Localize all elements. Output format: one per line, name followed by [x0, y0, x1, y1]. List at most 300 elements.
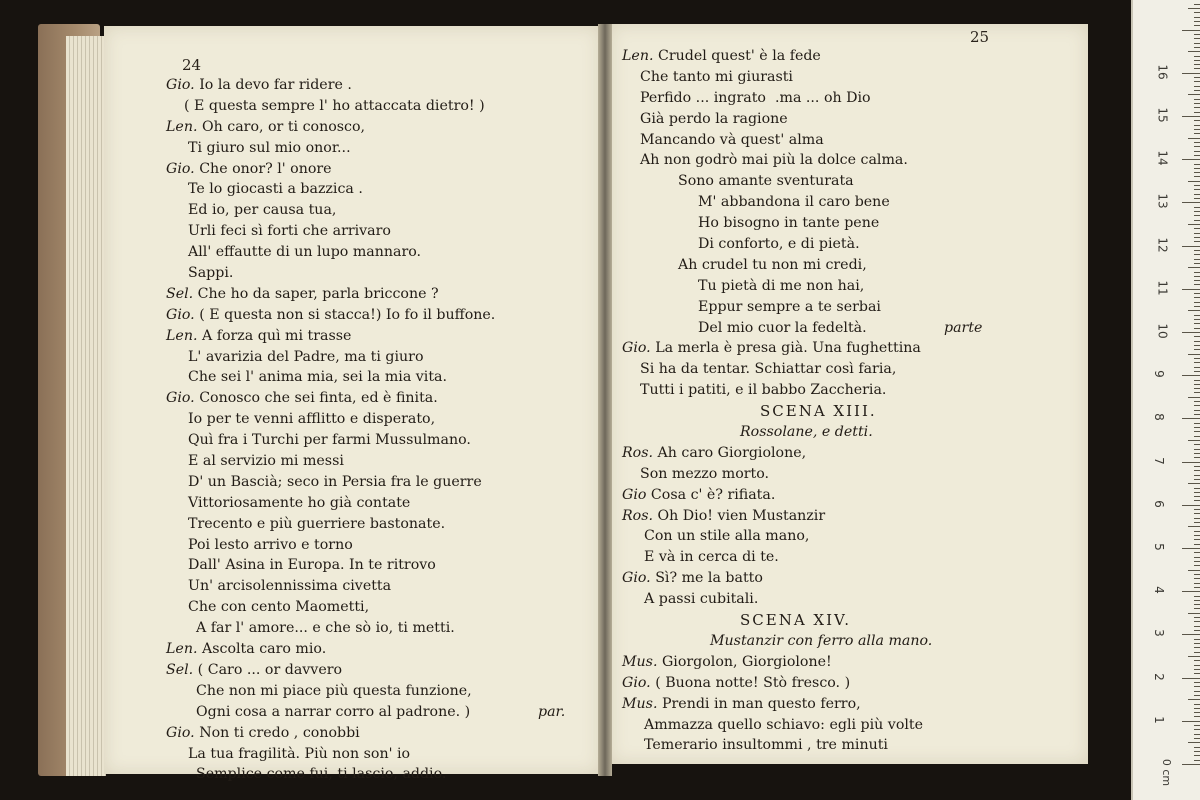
- ruler-tick: [1194, 682, 1200, 683]
- speaker-label: Gio.: [622, 340, 651, 357]
- ruler-tick: [1188, 224, 1200, 225]
- line-text: Io la devo far ridere .: [194, 77, 352, 93]
- line-text: Son mezzo morto.: [640, 465, 770, 482]
- text-line: [166, 472, 495, 493]
- ruler-unit-label: 0 cm: [1160, 758, 1174, 787]
- ruler-tick: [1194, 68, 1200, 69]
- ruler-tick: [1194, 198, 1200, 199]
- text-line: [166, 744, 495, 765]
- ruler-tick: [1194, 306, 1200, 307]
- ruler-tick: [1194, 60, 1200, 61]
- line-text: Sappi.: [188, 265, 234, 282]
- ruler-tick: [1188, 51, 1200, 52]
- ruler-tick: [1194, 228, 1200, 229]
- ruler-tick: [1194, 492, 1200, 493]
- ruler-tick: [1194, 56, 1200, 57]
- ruler-tick: [1194, 215, 1200, 216]
- ruler-tick: [1194, 760, 1200, 761]
- speaker-label: Gio.: [166, 77, 195, 93]
- line-text: Mancando và quest' alma: [640, 131, 824, 148]
- line-text: La merla è presa già. Una fughettina: [650, 340, 921, 357]
- ruler-tick: [1194, 552, 1200, 553]
- line-text: Prendi in man questo ferro,: [657, 695, 861, 712]
- ruler-tick: [1194, 755, 1200, 756]
- line-text: Ah crudel tu non mi credi,: [678, 256, 867, 273]
- text-line: [622, 715, 932, 736]
- ruler-tick: [1182, 116, 1200, 117]
- line-text: M' abbandona il caro bene: [698, 194, 890, 211]
- ruler-tick: [1194, 349, 1200, 350]
- text-line: [622, 171, 932, 192]
- line-text: Eppur sempre a te serbai: [698, 298, 881, 315]
- line-text: Quì fra i Turchi per farmi Mussulmano.: [188, 432, 471, 449]
- ruler-tick: [1194, 259, 1200, 260]
- ruler-tick: [1194, 280, 1200, 281]
- ruler-tick: [1194, 665, 1200, 666]
- ruler-tick: [1194, 630, 1200, 631]
- text-line: [166, 639, 495, 660]
- text-line: [622, 67, 932, 88]
- line-text: Urli feci sì forti che arrivaro: [188, 223, 391, 240]
- ruler-tick: [1194, 557, 1200, 558]
- text-line: [622, 88, 932, 109]
- page-stack-edge: [66, 36, 106, 776]
- line-text: Perfido ... ingrato .ma ... oh Dio: [640, 89, 871, 106]
- speaker-label: Gio.: [166, 306, 195, 323]
- ruler-tick: [1188, 526, 1200, 527]
- ruler-tick: [1194, 578, 1200, 579]
- ruler-tick: [1194, 319, 1200, 320]
- line-text: Rossolane, e detti.: [740, 424, 873, 441]
- ruler-tick: [1188, 267, 1200, 268]
- text-line: [622, 485, 932, 506]
- ruler-tick: [1194, 457, 1200, 458]
- ruler-tick: [1194, 539, 1200, 540]
- right-page-number: 25: [970, 28, 990, 46]
- line-text: Di conforto, e di pietà.: [698, 236, 860, 253]
- ruler-tick: [1194, 362, 1200, 363]
- ruler-tick: [1194, 323, 1200, 324]
- ruler-tick: [1188, 354, 1200, 355]
- text-line: [622, 150, 932, 171]
- ruler-tick: [1194, 380, 1200, 381]
- ruler-tick: [1194, 293, 1200, 294]
- text-line: [166, 138, 495, 159]
- line-text: Che onor? l' onore: [194, 160, 332, 177]
- ruler-tick: [1194, 146, 1200, 147]
- text-line: [166, 305, 495, 326]
- ruler-tick: [1194, 220, 1200, 221]
- ruler-tick: [1182, 289, 1200, 290]
- ruler-tick: [1194, 600, 1200, 601]
- text-line: [166, 367, 495, 388]
- ruler-number: 10: [1155, 323, 1170, 339]
- speaker-label: Gio.: [166, 724, 195, 741]
- text-line: [166, 493, 495, 514]
- text-line: [166, 284, 495, 305]
- ruler-tick: [1194, 345, 1200, 346]
- ruler-tick: [1194, 405, 1200, 406]
- text-line: [622, 464, 932, 485]
- line-text: L' avarizia del Padre, ma ti giuro: [188, 348, 424, 365]
- ruler-tick: [1194, 621, 1200, 622]
- ruler-tick: [1194, 475, 1200, 476]
- text-line: [166, 159, 495, 180]
- ruler-tick: [1182, 246, 1200, 247]
- ruler-tick: [1188, 483, 1200, 484]
- ruler-tick: [1188, 181, 1200, 182]
- speaker-label: Ros.: [622, 444, 654, 461]
- ruler-tick: [1194, 513, 1200, 514]
- text-line: [166, 96, 495, 117]
- ruler-tick: [1194, 194, 1200, 195]
- line-text: ( Buona notte! Stò fresco. ): [650, 674, 851, 691]
- speaker-label: Gio: [622, 486, 647, 503]
- ruler-tick: [1194, 509, 1200, 510]
- ruler-tick: [1194, 276, 1200, 277]
- ruler-tick: [1188, 440, 1200, 441]
- text-line: [166, 347, 495, 368]
- text-line: [622, 673, 932, 694]
- line-text: Ho bisogno in tante pene: [698, 215, 880, 232]
- ruler-tick: [1194, 436, 1200, 437]
- text-line: [166, 764, 495, 785]
- ruler-tick: [1182, 159, 1200, 160]
- text-line: [622, 631, 932, 652]
- ruler-tick: [1188, 94, 1200, 95]
- line-text: Poi lesto arrivo e torno: [188, 536, 353, 553]
- ruler-tick: [1194, 401, 1200, 402]
- ruler-number: 3: [1151, 629, 1166, 638]
- line-text: SCENA XIII.: [760, 402, 877, 421]
- ruler-tick: [1194, 695, 1200, 696]
- line-text: Dall' Asina in Europa. In te ritrovo: [188, 557, 436, 574]
- text-line: [622, 46, 932, 67]
- ruler-tick: [1182, 591, 1200, 592]
- text-line: [166, 326, 495, 347]
- ruler-tick: [1188, 138, 1200, 139]
- text-line: [166, 618, 495, 639]
- text-line: [622, 735, 932, 756]
- text-line: [166, 430, 495, 451]
- text-line: [622, 255, 932, 276]
- speaker-label: Gio.: [166, 160, 195, 177]
- ruler-tick: [1182, 332, 1200, 333]
- ruler-tick: [1194, 535, 1200, 536]
- book-gutter: [598, 24, 612, 776]
- text-line: [166, 75, 495, 96]
- speaker-label: Mus.: [622, 695, 658, 712]
- ruler-tick: [1188, 613, 1200, 614]
- ruler-tick: [1194, 176, 1200, 177]
- ruler-tick: [1194, 574, 1200, 575]
- text-line: [166, 555, 495, 576]
- text-line: [622, 318, 983, 339]
- text-line: [622, 401, 932, 422]
- ruler-number: 9: [1151, 370, 1166, 379]
- ruler-tick: [1194, 660, 1200, 661]
- ruler-tick: [1194, 518, 1200, 519]
- line-text: Trecento e più guerriere bastonate.: [188, 515, 446, 532]
- line-text: Che con cento Maometti,: [188, 599, 370, 616]
- ruler-tick: [1194, 500, 1200, 501]
- line-text: E và in cerca di te.: [644, 549, 779, 566]
- line-text: ( Caro ... or davvero: [193, 661, 343, 678]
- ruler-tick: [1194, 729, 1200, 730]
- ruler-tick: [1194, 384, 1200, 385]
- ruler-tick: [1194, 596, 1200, 597]
- line-text: SCENA XIV.: [740, 611, 852, 630]
- ruler-tick: [1194, 565, 1200, 566]
- text-line: [166, 660, 495, 681]
- ruler-tick: [1194, 4, 1200, 5]
- ruler-tick: [1194, 388, 1200, 389]
- ruler-tick: [1194, 470, 1200, 471]
- line-text: Che ho da saper, parla briccone ?: [193, 285, 439, 302]
- ruler-tick: [1194, 297, 1200, 298]
- ruler-number: 14: [1155, 150, 1170, 166]
- ruler-tick: [1182, 375, 1200, 376]
- ruler-tick: [1194, 129, 1200, 130]
- ruler-tick: [1194, 725, 1200, 726]
- ruler-tick: [1194, 38, 1200, 39]
- ruler-tick: [1182, 30, 1200, 31]
- ruler-tick: [1194, 734, 1200, 735]
- speaker-label: Sel.: [166, 661, 194, 678]
- ruler-number: 6: [1151, 499, 1166, 508]
- ruler-tick: [1194, 328, 1200, 329]
- ruler-number: 4: [1151, 586, 1166, 595]
- ruler-tick: [1194, 431, 1200, 432]
- ruler-tick: [1194, 25, 1200, 26]
- ruler-tick: [1182, 73, 1200, 74]
- text-line: [166, 535, 495, 556]
- line-text: Che non mi piace più questa funzione,: [196, 682, 472, 699]
- text-line: [166, 242, 495, 263]
- measuring-ruler: [1131, 0, 1200, 800]
- line-text: Ascolta caro mio.: [197, 641, 327, 658]
- text-line: [622, 694, 932, 715]
- ruler-tick: [1194, 164, 1200, 165]
- line-text: Te lo giocasti a bazzica .: [188, 181, 363, 198]
- ruler-tick: [1194, 392, 1200, 393]
- text-line: [166, 200, 495, 221]
- ruler-tick: [1182, 202, 1200, 203]
- ruler-tick: [1194, 708, 1200, 709]
- line-text: Del mio cuor la fedeltà.: [698, 319, 867, 336]
- text-line: [622, 443, 932, 464]
- text-line: [166, 409, 495, 430]
- ruler-tick: [1194, 453, 1200, 454]
- text-line: [622, 506, 932, 527]
- ruler-tick: [1188, 8, 1200, 9]
- ruler-tick: [1194, 367, 1200, 368]
- ruler-tick: [1194, 112, 1200, 113]
- ruler-number: 16: [1155, 64, 1170, 80]
- line-text: Ammazza quello schiavo: egli più volte: [644, 716, 923, 733]
- ruler-tick: [1194, 712, 1200, 713]
- text-line: [166, 221, 495, 242]
- ruler-tick: [1194, 544, 1200, 545]
- text-line: [622, 234, 932, 255]
- ruler-tick: [1194, 336, 1200, 337]
- line-text: Ed io, per causa tua,: [188, 202, 337, 219]
- text-line: [622, 297, 932, 318]
- exit-direction: par.: [538, 703, 566, 720]
- line-text: Ti giuro sul mio onor...: [188, 139, 351, 156]
- line-text: Cosa c' è? rifiata.: [646, 486, 776, 503]
- line-text: Conosco che sei finta, ed è finita.: [194, 390, 438, 407]
- ruler-number: 12: [1155, 236, 1170, 253]
- text-line: [166, 388, 495, 409]
- ruler-tick: [1182, 634, 1200, 635]
- line-text: Che sei l' anima mia, sei la mia vita.: [188, 369, 448, 386]
- ruler-tick: [1194, 414, 1200, 415]
- ruler-tick: [1194, 479, 1200, 480]
- line-text: D' un Bascià; seco in Persia fra le guerre: [188, 473, 482, 490]
- speaker-label: Gio.: [622, 570, 651, 587]
- speaker-label: Mus.: [622, 653, 658, 670]
- ruler-tick: [1194, 561, 1200, 562]
- speaker-label: Sel.: [166, 285, 194, 302]
- ruler-tick: [1194, 302, 1200, 303]
- text-line: [622, 422, 932, 443]
- line-text: ( E questa sempre l' ho attaccata dietro! ): [184, 97, 485, 114]
- ruler-tick: [1194, 103, 1200, 104]
- line-text: All' effautte di un lupo mannaro.: [188, 244, 422, 261]
- ruler-tick: [1188, 699, 1200, 700]
- ruler-tick: [1194, 155, 1200, 156]
- ruler-tick: [1194, 587, 1200, 588]
- ruler-tick: [1182, 678, 1200, 679]
- text-line: [622, 526, 932, 547]
- line-text: A forza quì mi trasse: [197, 327, 352, 344]
- text-line: [166, 723, 495, 744]
- ruler-tick: [1194, 358, 1200, 359]
- line-text: A far l' amore... e che sò io, ti metti.: [196, 620, 455, 637]
- ruler-tick: [1194, 522, 1200, 523]
- ruler-tick: [1194, 241, 1200, 242]
- ruler-tick: [1194, 272, 1200, 273]
- ruler-tick: [1194, 315, 1200, 316]
- speaker-label: Len.: [166, 118, 198, 135]
- text-line: [622, 359, 932, 380]
- ruler-tick: [1194, 608, 1200, 609]
- ruler-tick: [1188, 742, 1200, 743]
- line-text: Un' arcisolennissima civetta: [188, 578, 392, 595]
- ruler-tick: [1194, 81, 1200, 82]
- ruler-tick: [1194, 64, 1200, 65]
- ruler-tick: [1194, 250, 1200, 251]
- speaker-label: Gio.: [622, 674, 651, 691]
- speaker-label: Len.: [622, 48, 654, 64]
- ruler-tick: [1194, 86, 1200, 87]
- ruler-tick: [1194, 47, 1200, 48]
- ruler-tick: [1194, 410, 1200, 411]
- ruler-tick: [1194, 704, 1200, 705]
- ruler-tick: [1194, 151, 1200, 152]
- text-line: [166, 263, 495, 284]
- ruler-tick: [1194, 185, 1200, 186]
- ruler-tick: [1194, 583, 1200, 584]
- ruler-tick: [1194, 488, 1200, 489]
- text-line: [166, 597, 495, 618]
- line-text: Tutti i patiti, e il babbo Zaccheria.: [640, 382, 887, 399]
- ruler-tick: [1194, 691, 1200, 692]
- line-text: Semplice come fui, ti lascio, addio.: [196, 766, 447, 783]
- text-line: [622, 547, 932, 568]
- line-text: Io per te venni afflitto e disperato,: [188, 411, 436, 428]
- ruler-tick: [1194, 172, 1200, 173]
- ruler-tick: [1194, 738, 1200, 739]
- ruler-tick: [1182, 764, 1200, 765]
- ruler-tick: [1194, 617, 1200, 618]
- ruler-tick: [1194, 12, 1200, 13]
- text-line: [622, 380, 932, 401]
- text-line: [622, 213, 932, 234]
- ruler-tick: [1182, 418, 1200, 419]
- line-text: ( E questa non si stacca!) Io fo il buffone.: [194, 306, 496, 323]
- text-line: [166, 117, 495, 138]
- ruler-number: 5: [1151, 543, 1166, 551]
- ruler-tick: [1188, 570, 1200, 571]
- ruler-tick: [1194, 237, 1200, 238]
- ruler-tick: [1194, 371, 1200, 372]
- ruler-number: 2: [1151, 672, 1166, 681]
- left-page-text: [166, 75, 566, 785]
- line-text: La tua fragilità. Più non son' io: [188, 745, 411, 762]
- ruler-tick: [1194, 125, 1200, 126]
- line-text: Con un stile alla mano,: [644, 528, 810, 545]
- ruler-tick: [1194, 90, 1200, 91]
- ruler-tick: [1182, 548, 1200, 549]
- ruler-tick: [1194, 77, 1200, 78]
- ruler-tick: [1188, 310, 1200, 311]
- speaker-label: Len.: [166, 641, 198, 658]
- text-line: [622, 589, 932, 610]
- text-line: [166, 179, 495, 200]
- ruler-tick: [1194, 686, 1200, 687]
- ruler-number: 15: [1155, 107, 1170, 123]
- text-line: [622, 610, 932, 631]
- ruler-tick: [1188, 656, 1200, 657]
- line-text: Giorgolon, Giorgiolone!: [657, 653, 832, 670]
- line-text: A passi cubitali.: [644, 591, 759, 608]
- speaker-label: Ros.: [622, 507, 654, 524]
- line-text: Già perdo la ragione: [640, 110, 788, 127]
- ruler-tick: [1194, 669, 1200, 670]
- line-text: Sì? me la batto: [650, 570, 763, 587]
- ruler-tick: [1194, 34, 1200, 35]
- line-text: Si ha da tentar. Schiattar così faria,: [640, 361, 897, 378]
- text-line: [622, 568, 932, 589]
- ruler-tick: [1194, 99, 1200, 100]
- ruler-tick: [1194, 133, 1200, 134]
- ruler-tick: [1194, 207, 1200, 208]
- left-page-number: 24: [182, 56, 202, 74]
- line-text: E al servizio mi messi: [188, 453, 344, 470]
- ruler-tick: [1194, 643, 1200, 644]
- text-line: [166, 576, 495, 597]
- line-text: Vittoriosamente ho già contate: [188, 494, 411, 511]
- text-line: [166, 514, 495, 535]
- exit-direction: parte: [944, 319, 983, 336]
- line-text: Oh Dio! vien Mustanzir: [653, 507, 826, 524]
- ruler-tick: [1194, 747, 1200, 748]
- ruler-tick: [1194, 604, 1200, 605]
- line-text: Ah caro Giorgiolone,: [653, 444, 807, 461]
- ruler-tick: [1194, 626, 1200, 627]
